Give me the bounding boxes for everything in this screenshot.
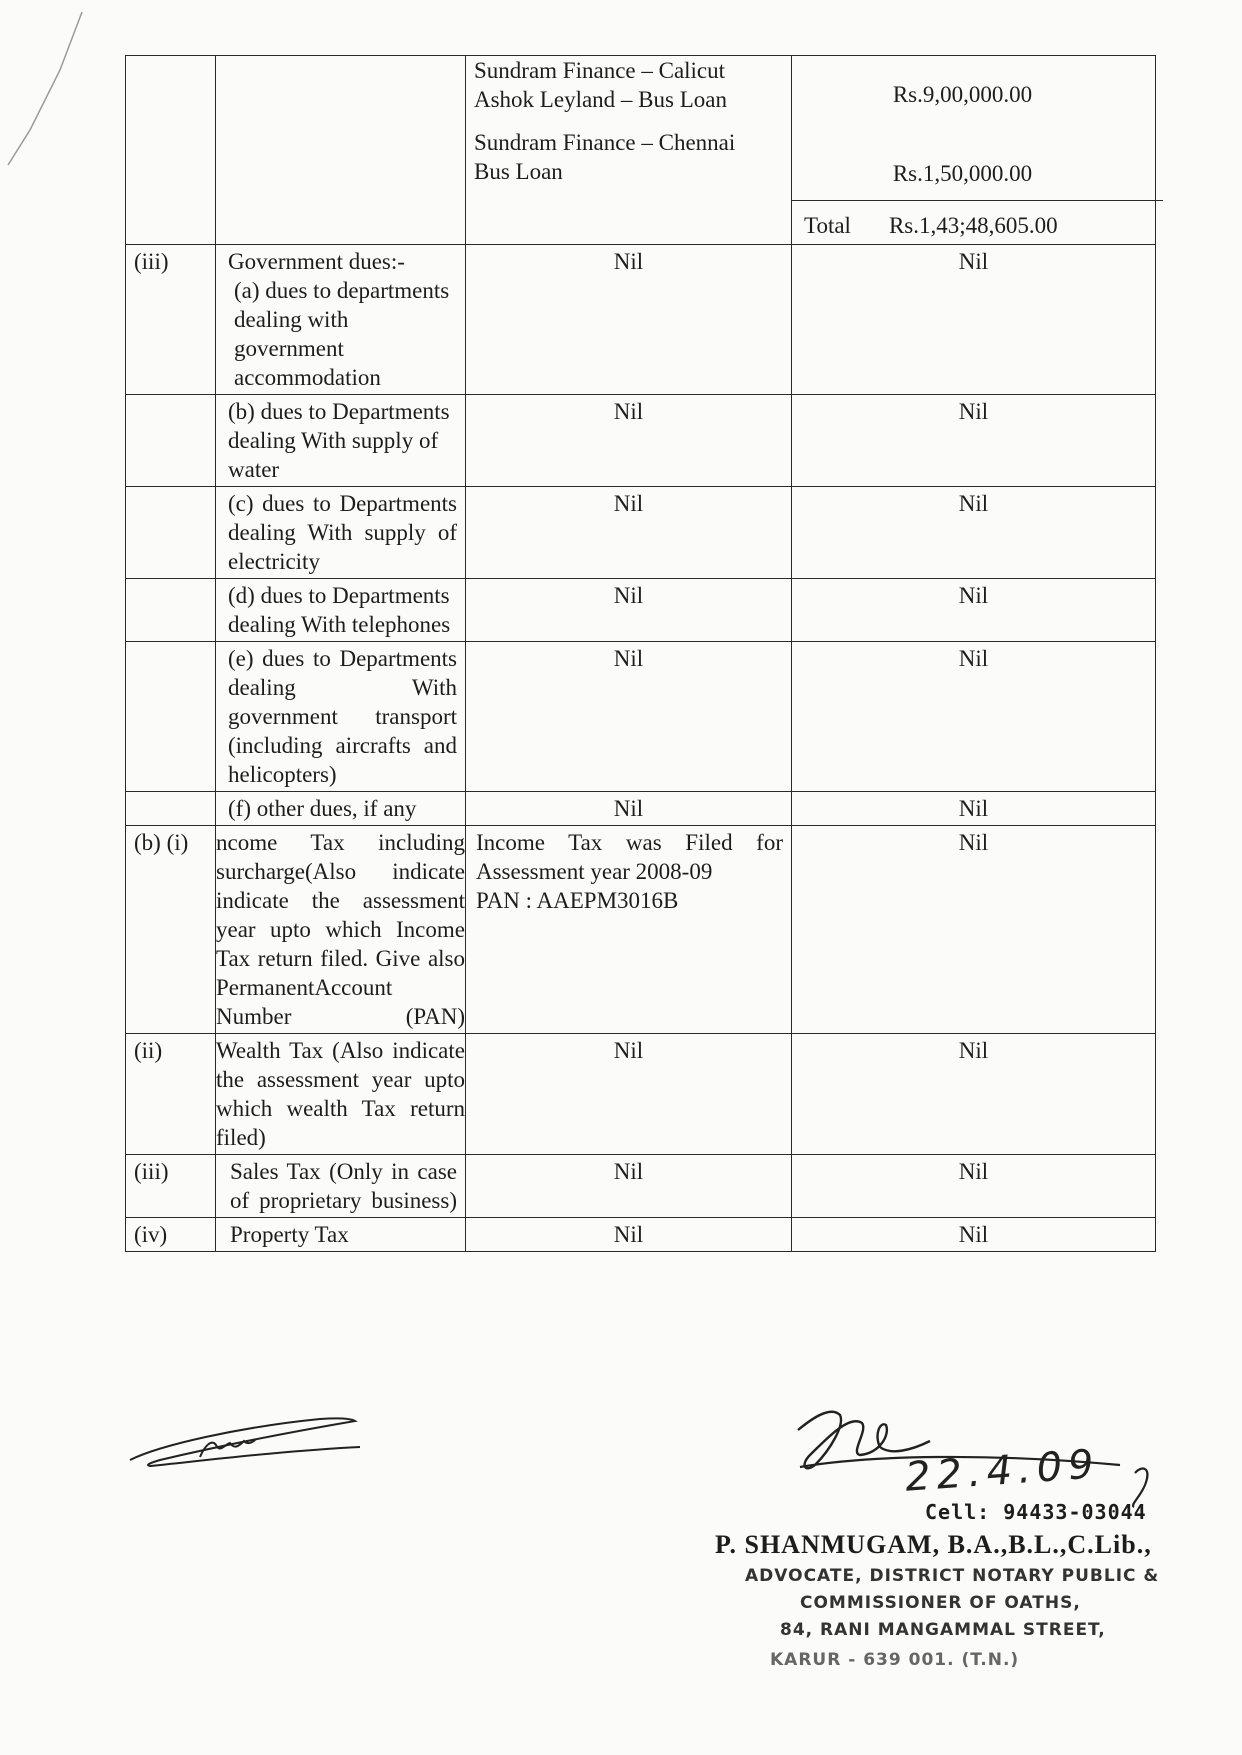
table-row-sales-tax	[126, 1155, 1156, 1218]
serial-cell	[126, 395, 216, 487]
gov-f-col3: Nil	[466, 792, 792, 826]
gov-e-col4: Nil	[792, 642, 1156, 792]
stamp-cell-number: Cell: 94433-03044	[925, 1500, 1147, 1524]
income-tax-col4: Nil	[792, 826, 1156, 1034]
serial-cell: (b) (i)	[126, 826, 216, 1034]
gov-b-col4: Nil	[792, 395, 1156, 487]
gov-c-col4: Nil	[792, 487, 1156, 579]
loan-amounts-cell	[792, 56, 1156, 245]
wealth-tax-col4: Nil	[792, 1034, 1156, 1155]
income-tax-line1: Income Tax was Filed for	[476, 830, 783, 855]
table-row-gov-b	[126, 395, 1156, 487]
property-tax-col4: Nil	[792, 1218, 1156, 1252]
gov-f-col4: Nil	[792, 792, 1156, 826]
table-row-loans	[126, 56, 1156, 245]
table-row-property-tax	[126, 1218, 1156, 1252]
wealth-tax-col3: Nil	[466, 1034, 792, 1155]
serial-cell: (iii)	[126, 245, 216, 395]
serial-cell	[126, 56, 216, 245]
stamp-line-1: ADVOCATE, DISTRICT NOTARY PUBLIC &	[745, 1566, 1160, 1586]
total-row	[792, 200, 1163, 240]
serial-cell: (ii)	[126, 1034, 216, 1155]
serial-cell: (iv)	[126, 1218, 216, 1252]
stamp-line-4: KARUR - 639 001. (T.N.)	[770, 1650, 1020, 1670]
gov-d-desc: (d) dues to Departments dealing With telephones	[216, 579, 466, 642]
table-row-wealth-tax	[126, 1034, 1156, 1155]
loan-lender-1: Sundram Finance – Calicut Ashok Leyland – Bus Loan	[474, 58, 727, 112]
gov-a-desc: (a) dues to departments dealing with government accommodation	[234, 278, 450, 390]
desc-cell	[216, 56, 466, 245]
serial-cell	[126, 642, 216, 792]
table-row-gov-f	[126, 792, 1156, 826]
income-tax-desc: ncome Tax including surcharge(Also indicate indicate the assessment year upto which Income Tax return filed. Give also PermanentAccount Number (PAN)	[216, 826, 466, 1034]
stamp-line-3: 84, RANI MANGAMMAL STREET,	[780, 1620, 1106, 1640]
table-row-gov-e	[126, 642, 1156, 792]
gov-d-col3: Nil	[466, 579, 792, 642]
income-tax-col3	[466, 826, 792, 1034]
table-row-income-tax	[126, 826, 1156, 1034]
loan-amount-2: Rs.1,50,000.00	[892, 161, 1033, 186]
stamp-line-2: COMMISSIONER OF OATHS,	[800, 1593, 1081, 1613]
gov-heading: Government dues:-	[228, 249, 405, 274]
gov-f-desc: (f) other dues, if any	[216, 792, 466, 826]
sales-tax-desc: Sales Tax (Only in case of proprietary business)	[216, 1155, 466, 1218]
total-amount: Rs.1,43;48,605.00	[888, 213, 1058, 238]
loan-lender-2: Sundram Finance – Chennai Bus Loan	[474, 130, 736, 184]
sales-tax-col3: Nil	[466, 1155, 792, 1218]
table-row-gov-a	[126, 245, 1156, 395]
income-tax-pan: PAN : AAEPM3016B	[476, 888, 679, 913]
sales-tax-col4: Nil	[792, 1155, 1156, 1218]
table-row-gov-c	[126, 487, 1156, 579]
dues-table	[125, 55, 1156, 1252]
gov-d-col4: Nil	[792, 579, 1156, 642]
total-label: Total	[804, 213, 851, 238]
handwritten-date: 22.4.09	[903, 1441, 1102, 1501]
loan-lenders-cell	[466, 56, 792, 245]
loan-amount-1: Rs.9,00,000.00	[892, 82, 1033, 107]
gov-e-desc: (e) dues to Departments dealing With government transport (including aircrafts and helicopters)	[216, 642, 466, 792]
stamp-name: P. SHANMUGAM, B.A.,B.L.,C.Lib.,	[715, 1530, 1152, 1559]
scan-edge-mark	[0, 0, 90, 170]
table-row-gov-d	[126, 579, 1156, 642]
serial-cell: (iii)	[126, 1155, 216, 1218]
signature-left	[120, 1405, 380, 1475]
gov-a-col3: Nil	[466, 245, 792, 395]
gov-c-col3: Nil	[466, 487, 792, 579]
wealth-tax-desc: Wealth Tax (Also indicate the assessment year upto which wealth Tax return filed)	[216, 1034, 466, 1155]
income-tax-line2: Assessment year 2008-09	[476, 859, 713, 884]
serial-cell	[126, 579, 216, 642]
gov-c-desc: (c) dues to Departments dealing With supply of electricity	[216, 487, 466, 579]
gov-a-col4: Nil	[792, 245, 1156, 395]
desc-cell	[216, 245, 466, 395]
gov-e-col3: Nil	[466, 642, 792, 792]
gov-b-col3: Nil	[466, 395, 792, 487]
gov-b-desc: (b) dues to Departments dealing With supply of water	[216, 395, 466, 487]
serial-cell	[126, 487, 216, 579]
property-tax-col3: Nil	[466, 1218, 792, 1252]
serial-cell	[126, 792, 216, 826]
property-tax-desc: Property Tax	[216, 1218, 466, 1252]
